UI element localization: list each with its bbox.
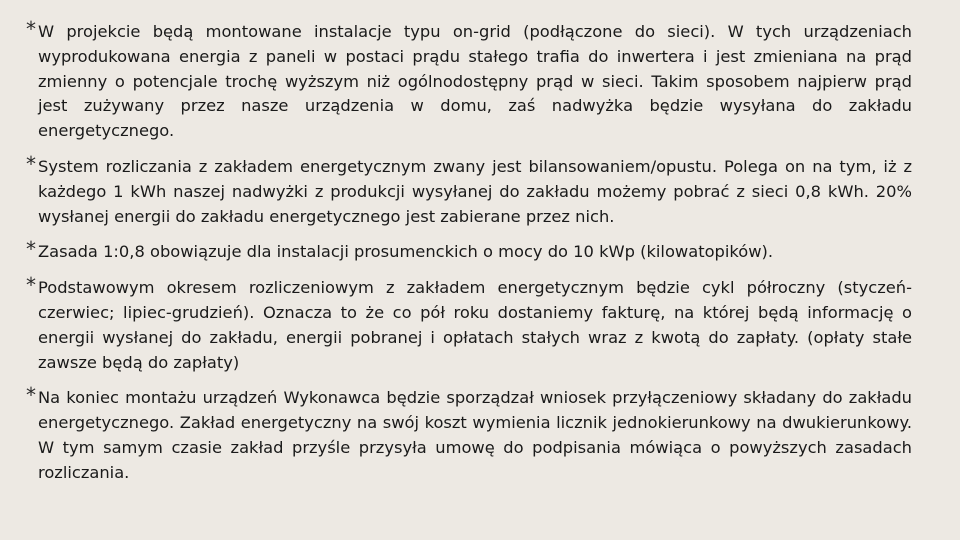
bullet-text: System rozliczania z zakładem energetycznym zwany jest bilansowaniem/opustu. Polega on na tym, iż z każdego 1 kWh naszej nadwyżki z produkcji wysyłanej do zakładu możemy pobrać z sieci 0,8 kWh. 20% wysłanej energii do zakładu energetycznego jest zabierane przez nich. bbox=[38, 156, 912, 226]
bullet-item-ratio-rule bbox=[26, 237, 912, 265]
bullet-item-on-grid bbox=[26, 17, 912, 144]
bullet-text: Zasada 1:0,8 obowiązuje dla instalacji prosumenckich o mocy do 10 kWp (kilowatopików). bbox=[38, 242, 774, 262]
bullet-list bbox=[26, 17, 912, 486]
bullet-marker-icon: * bbox=[26, 237, 36, 262]
bullet-text: W projekcie będą montowane instalacje typu on-grid (podłączone do sieci). W tych urządzeniach wyprodukowana energia z paneli w postaci prądu stałego trafia do inwertera i jest zmieniana na prąd zmienny o potencjale trochę wyższym niż ogólnodostępny prąd w sieci. Takim sposobem najpierw prąd jest zużywany przez nasze urządzenia w domu, zaś nadwyżka będzie wysyłana do zakładu energetycznego. bbox=[38, 22, 912, 141]
bullet-item-connection-request bbox=[26, 383, 912, 485]
bullet-marker-icon: * bbox=[26, 17, 36, 41]
bullet-text: Na koniec montażu urządzeń Wykonawca będzie sporządzał wniosek przyłączeniowy składany do zakładu energetycznego. Zakład energetyczny na swój koszt wymienia licznik jednokierunkowy na dwukierunkowy. W tym samym czasie zakład przyśle przysyła umowę do podpisania mówiąca o powyższych zasadach rozliczania. bbox=[38, 388, 912, 482]
bullet-marker-icon: * bbox=[26, 273, 36, 298]
bullet-marker-icon: * bbox=[26, 383, 36, 408]
bullet-item-billing-period bbox=[26, 273, 912, 375]
bullet-text: Podstawowym okresem rozliczeniowym z zakładem energetycznym będzie cykl półroczny (styczeń-czerwiec; lipiec-grudzień). Oznacza to że co pół roku dostaniemy fakturę, na której będą informację o energii wysłanej do zakładu, energii pobranej i opłatach stałych wraz z kwotą do zapłaty. (opłaty stałe zawsze będą do zapłaty) bbox=[38, 278, 912, 372]
bullet-marker-icon: * bbox=[26, 151, 36, 176]
bullet-item-billing-system bbox=[26, 151, 912, 229]
